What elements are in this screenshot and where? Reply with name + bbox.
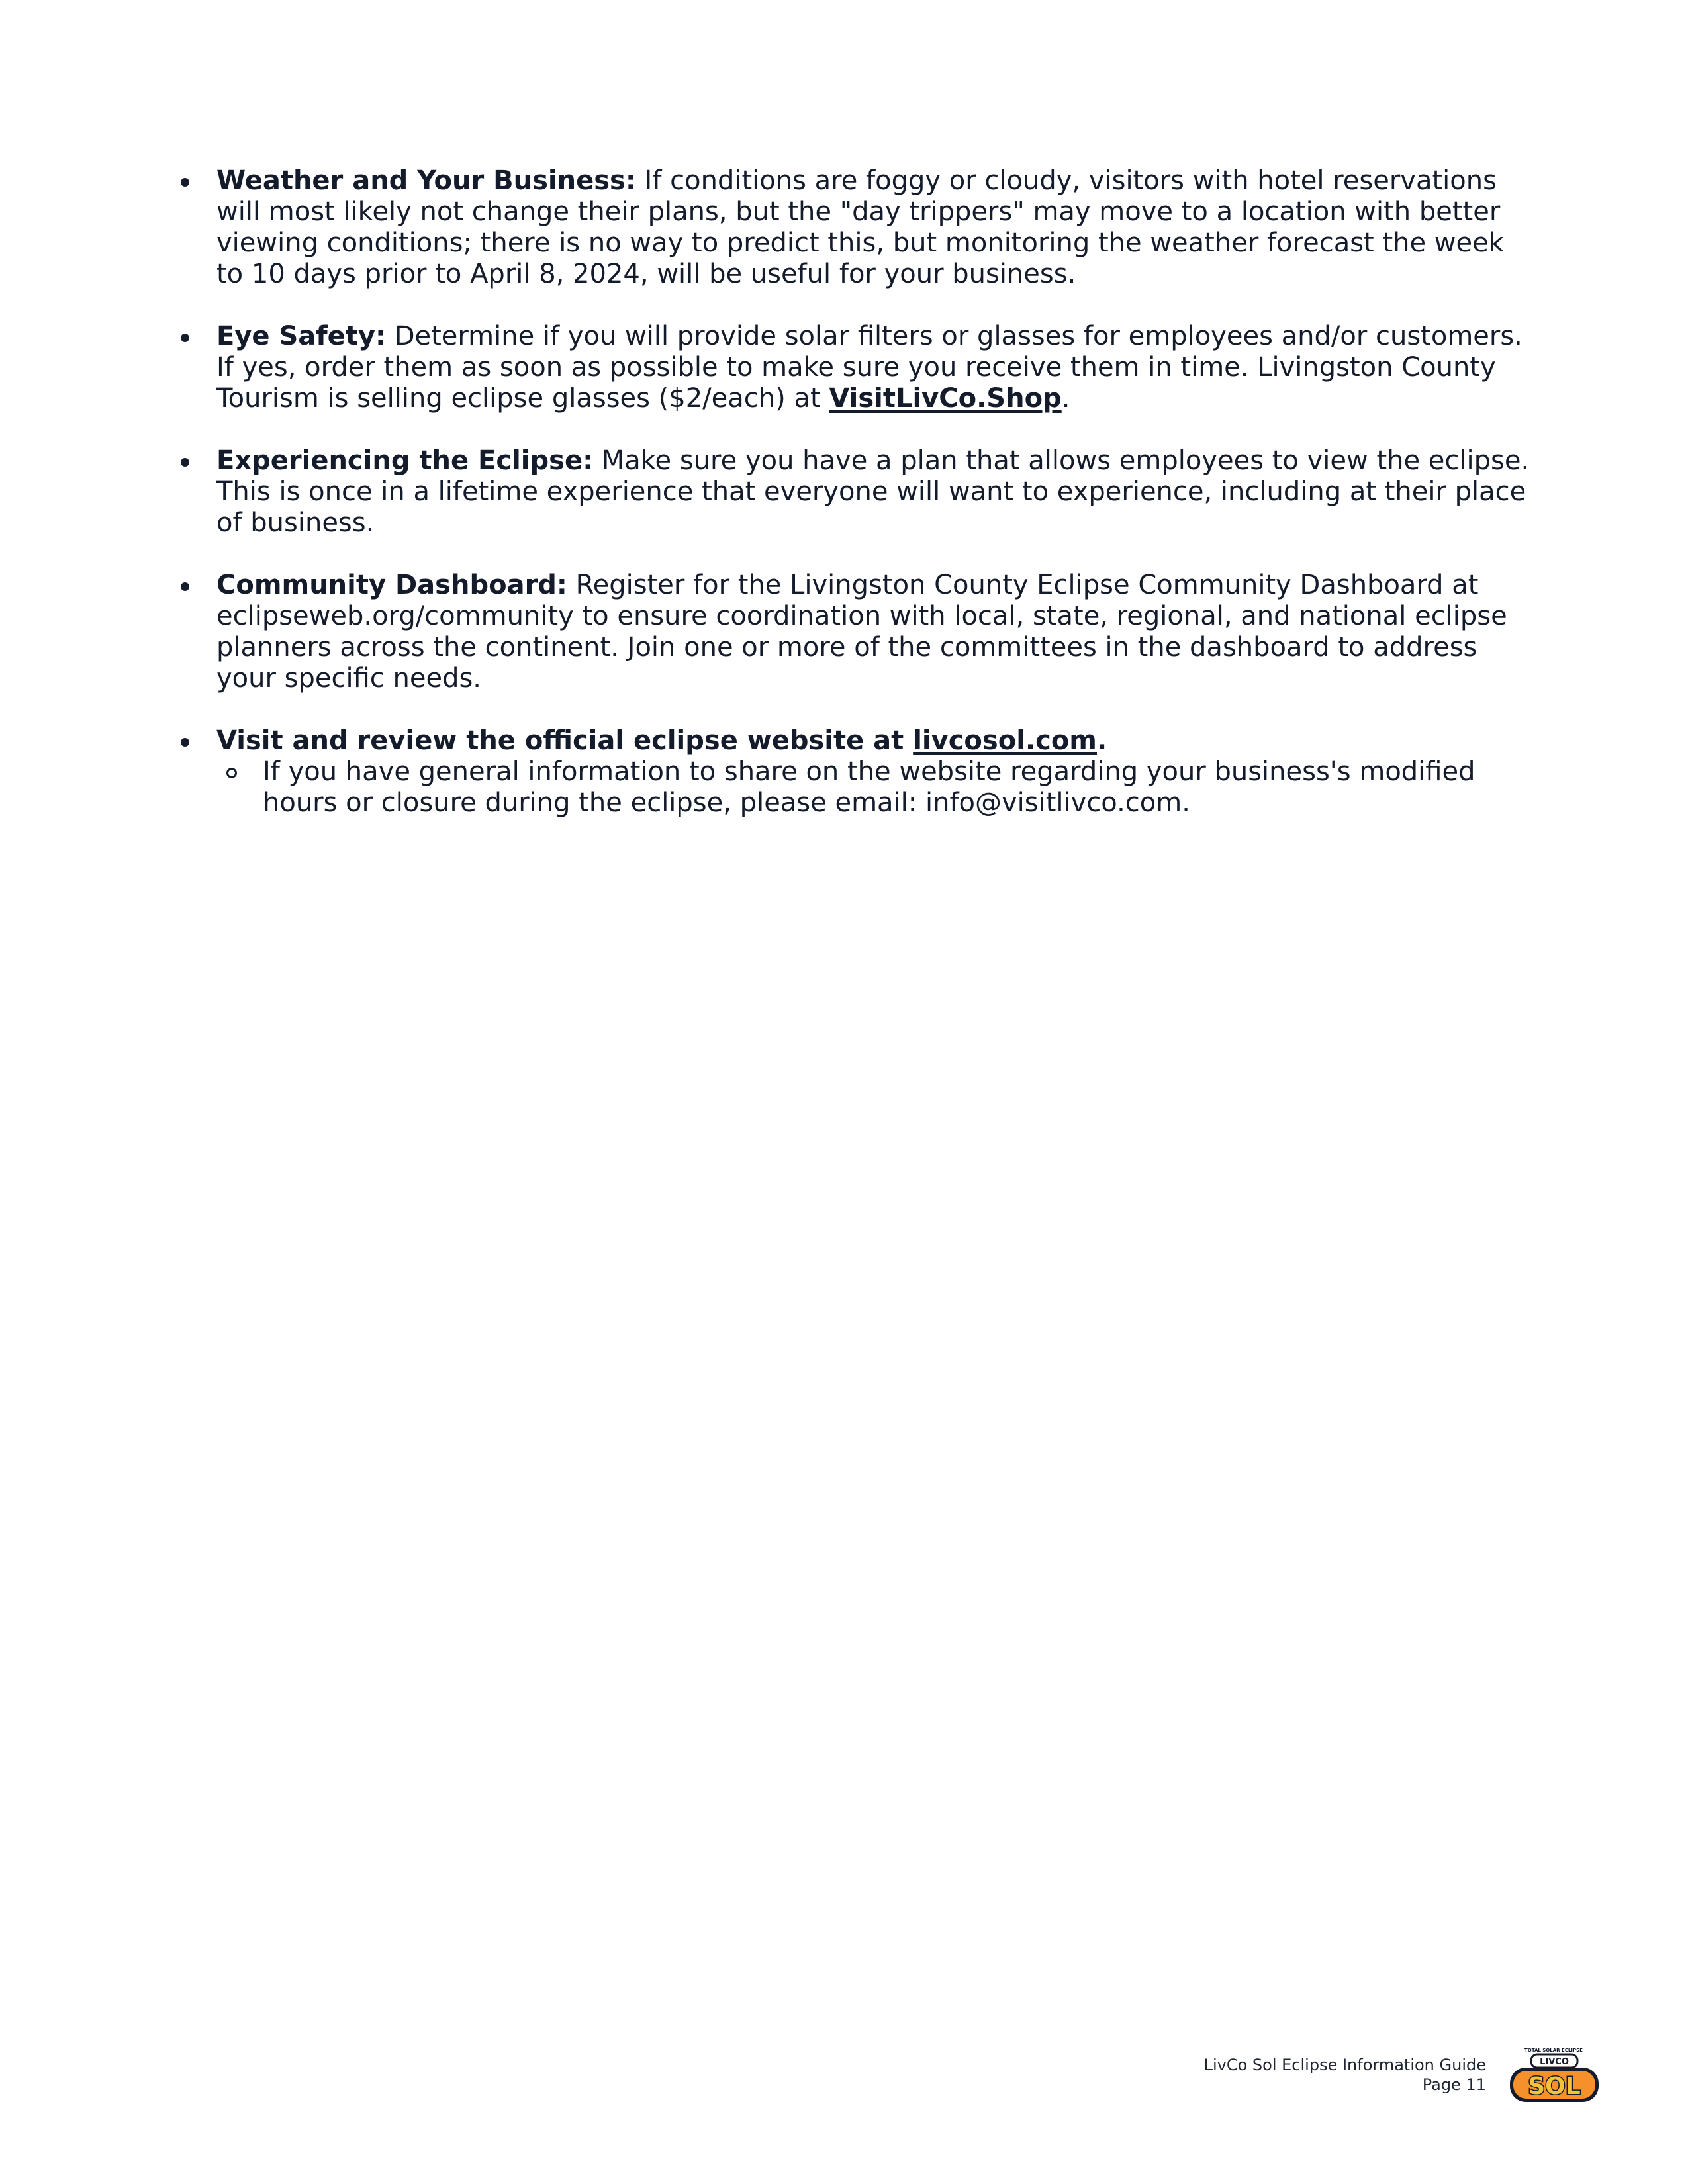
item-heading: Community Dashboard: <box>216 570 567 600</box>
item-text: If conditions are foggy or cloudy, visitors with hotel reservations will most likely not change their plans, but the "day trippers" may move to a location with better viewing conditions; there is no way to predict this, but monitoring the weather forecast the week to 10 days prior to April 8, 2024, will be useful for your business. <box>216 165 1504 289</box>
livco-sol-logo <box>1506 2045 1602 2105</box>
list-item-eye-safety <box>175 321 1532 414</box>
item-text: Determine if you will provide solar filters or glasses for employees and/or customers. If yes, order them as soon as possible to make sure you receive them in time. Livingston County Tourism is selling eclipse glasses ($2/each) at <box>216 321 1523 414</box>
item-heading: Eye Safety: <box>216 321 386 351</box>
list-item-dashboard <box>175 570 1532 694</box>
item-heading: Weather and Your Business: <box>216 165 636 196</box>
list-item-website <box>175 725 1532 819</box>
page-number: Page 11 <box>1422 2075 1486 2094</box>
item-heading: Experiencing the Eclipse: <box>216 445 594 476</box>
visitlivco-shop-link[interactable]: VisitLivCo.Shop <box>829 383 1062 414</box>
footer-title: LivCo Sol Eclipse Information Guide <box>1203 2056 1486 2074</box>
item-tail: . <box>1061 383 1070 414</box>
logo-mid-text: LIVCO <box>1540 2057 1569 2067</box>
item-heading: Visit and review the official eclipse website at <box>216 725 914 756</box>
list-item-weather <box>175 165 1532 290</box>
item-text: Make sure you have a plan that allows employees to view the eclipse. This is once in a lifetime experience that everyone will want to experience, including at their place of business. <box>216 445 1530 538</box>
livcosol-link[interactable]: livcosol.com <box>913 725 1097 756</box>
item-text: Register for the Livingston County Eclipse Community Dashboard at eclipseweb.org/community to ensure coordination with local, state, regional, and national eclipse planners across the continent. Join one or more of the committees in the dashboard to address your specific needs. <box>216 570 1507 694</box>
logo-main-text: SOL <box>1528 2073 1581 2100</box>
sub-list-item: If you have general information to share on the website regarding your business's modified hours or closure during the eclipse, please email: info@visitlivco.com. <box>216 756 1532 819</box>
sub-list <box>216 756 1532 819</box>
logo-top-text: TOTAL SOLAR ECLIPSE <box>1524 2048 1583 2053</box>
page-footer <box>1204 2055 1486 2095</box>
guidance-list <box>175 165 1532 819</box>
item-tail: . <box>1096 725 1107 756</box>
list-item-experiencing <box>175 445 1532 539</box>
document-body <box>175 165 1532 850</box>
